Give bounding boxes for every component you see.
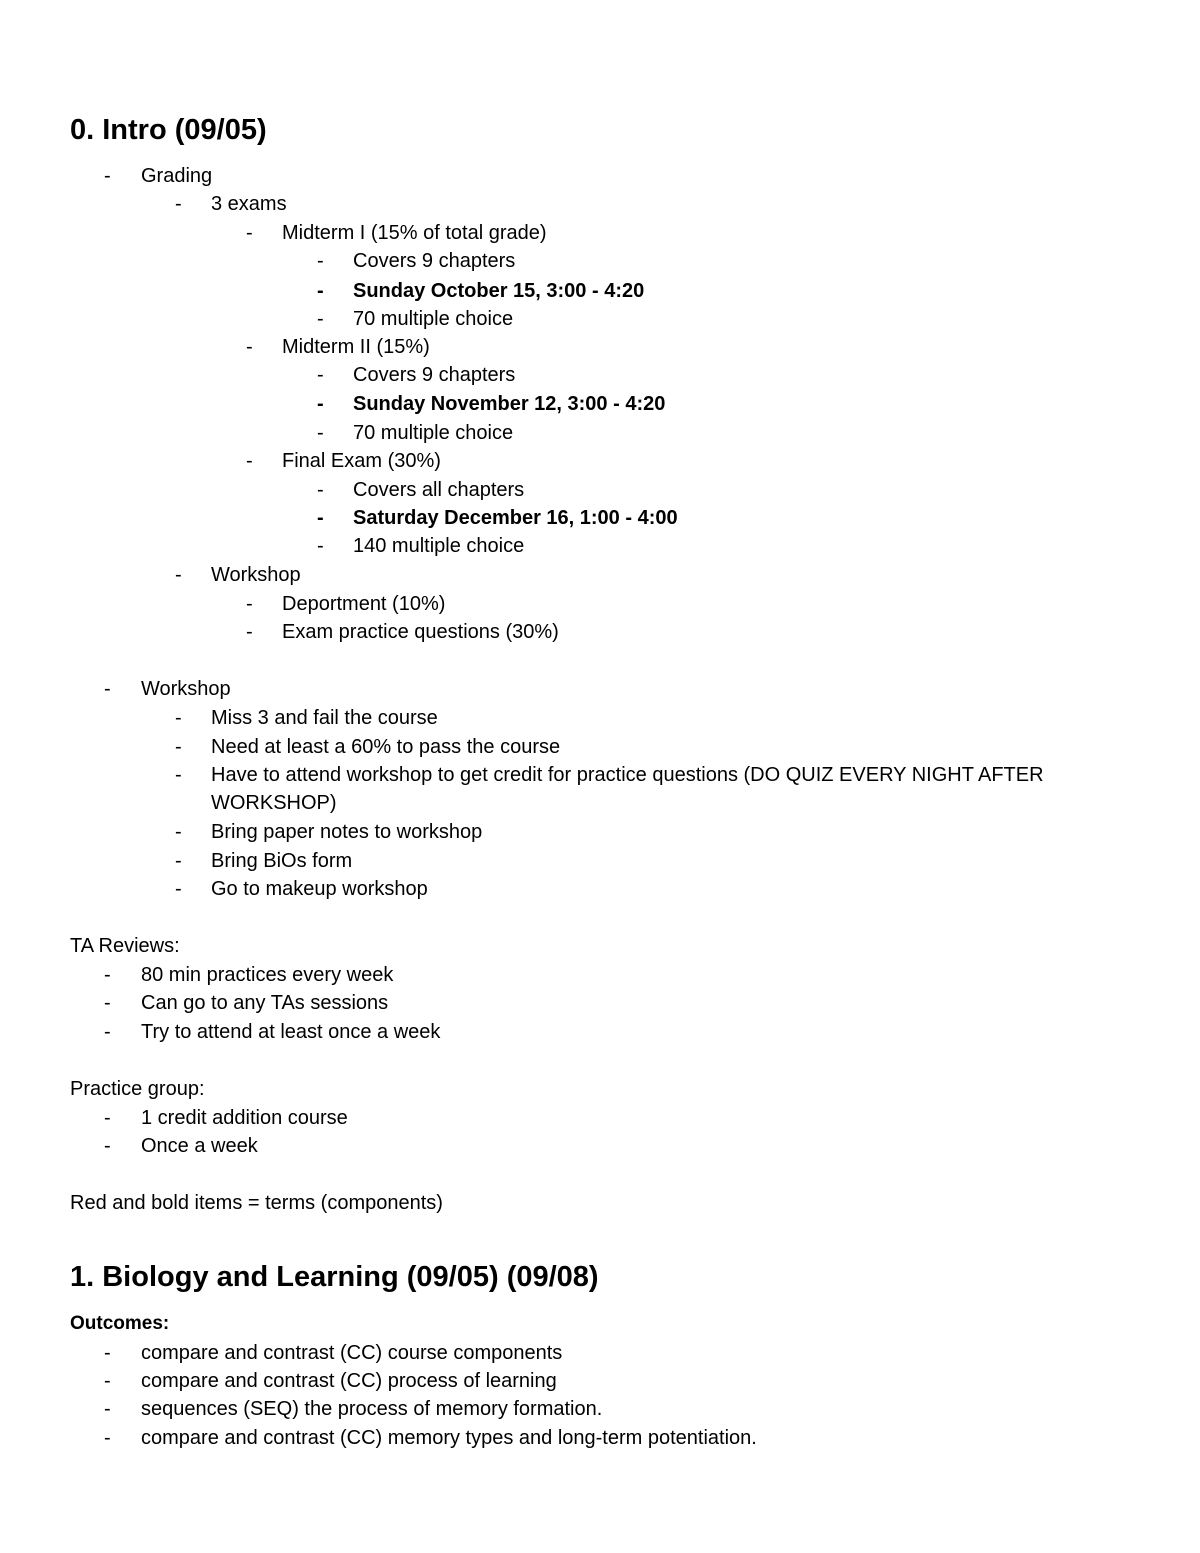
bullet: - — [317, 364, 324, 386]
list-item-continuation: WORKSHOP) — [211, 792, 337, 814]
list-item: Deportment (10%) — [282, 593, 446, 615]
bullet: - — [104, 165, 111, 187]
bullet: - — [175, 193, 182, 215]
paragraph-note: Red and bold items = terms (components) — [70, 1192, 443, 1214]
list-item-grading-workshop: Workshop — [211, 564, 301, 586]
list-item: Once a week — [141, 1135, 258, 1157]
exam-date: Sunday October 15, 3:00 - 4:20 — [353, 280, 645, 302]
list-item: 1 credit addition course — [141, 1107, 348, 1129]
paragraph-ta-reviews: TA Reviews: — [70, 935, 180, 957]
list-item: Covers all chapters — [353, 479, 525, 501]
list-item: Miss 3 and fail the course — [211, 707, 438, 729]
outcomes-label: Outcomes: — [70, 1313, 170, 1334]
list-item-grading: Grading — [141, 165, 213, 187]
list-item: Go to makeup workshop — [211, 878, 428, 900]
bullet: - — [104, 1135, 111, 1157]
list-item: Can go to any TAs sessions — [141, 992, 389, 1014]
bullet: - — [175, 707, 182, 729]
bullet: - — [175, 564, 182, 586]
exam-date: Sunday November 12, 3:00 - 4:20 — [353, 393, 666, 415]
bullet: - — [104, 1427, 111, 1449]
list-item: 80 min practices every week — [141, 964, 394, 986]
bullet: - — [104, 1370, 111, 1392]
section-heading-biology: 1. Biology and Learning (09/05) (09/08) — [70, 1261, 599, 1293]
list-item: 70 multiple choice — [353, 422, 514, 444]
list-item: 70 multiple choice — [353, 308, 514, 330]
bullet: - — [317, 393, 324, 415]
bullet: - — [104, 1398, 111, 1420]
bullet: - — [175, 821, 182, 843]
bullet: - — [246, 336, 253, 358]
list-item: Have to attend workshop to get credit for practice questions (DO QUIZ EVERY NIGHT AFTER — [211, 764, 1044, 786]
list-item: sequences (SEQ) the process of memory formation. — [141, 1398, 603, 1420]
bullet: - — [317, 280, 324, 302]
list-item: Exam practice questions (30%) — [282, 621, 559, 643]
list-item: compare and contrast (CC) process of learning — [141, 1370, 557, 1392]
bullet: - — [104, 1342, 111, 1364]
list-item-exams: 3 exams — [211, 193, 287, 215]
section-heading-intro: 0. Intro (09/05) — [70, 114, 267, 146]
list-item: Need at least a 60% to pass the course — [211, 736, 561, 758]
list-item-midterm-2: Midterm II (15%) — [282, 336, 430, 358]
list-item: Covers 9 chapters — [353, 364, 516, 386]
bullet: - — [317, 535, 324, 557]
bullet: - — [175, 764, 182, 786]
exam-date: Saturday December 16, 1:00 - 4:00 — [353, 507, 678, 529]
bullet: - — [246, 450, 253, 472]
bullet: - — [246, 222, 253, 244]
list-item: Try to attend at least once a week — [141, 1021, 441, 1043]
bullet: - — [246, 593, 253, 615]
bullet: - — [317, 308, 324, 330]
list-item-workshop: Workshop — [141, 678, 231, 700]
bullet: - — [104, 678, 111, 700]
list-item: 140 multiple choice — [353, 535, 525, 557]
bullet: - — [104, 1021, 111, 1043]
bullet: - — [104, 992, 111, 1014]
bullet: - — [317, 507, 324, 529]
list-item-final-exam: Final Exam (30%) — [282, 450, 441, 472]
list-item: Bring BiOs form — [211, 850, 353, 872]
list-item-midterm-1: Midterm I (15% of total grade) — [282, 222, 547, 244]
list-item: Covers 9 chapters — [353, 250, 516, 272]
list-item: Bring paper notes to workshop — [211, 821, 483, 843]
bullet: - — [175, 736, 182, 758]
bullet: - — [317, 422, 324, 444]
bullet: - — [175, 878, 182, 900]
bullet: - — [317, 479, 324, 501]
paragraph-practice-group: Practice group: — [70, 1078, 205, 1100]
bullet: - — [317, 250, 324, 272]
list-item: compare and contrast (CC) memory types and long-term potentiation. — [141, 1427, 757, 1449]
list-item: compare and contrast (CC) course components — [141, 1342, 563, 1364]
bullet: - — [104, 1107, 111, 1129]
bullet: - — [104, 964, 111, 986]
bullet: - — [246, 621, 253, 643]
bullet: - — [175, 850, 182, 872]
